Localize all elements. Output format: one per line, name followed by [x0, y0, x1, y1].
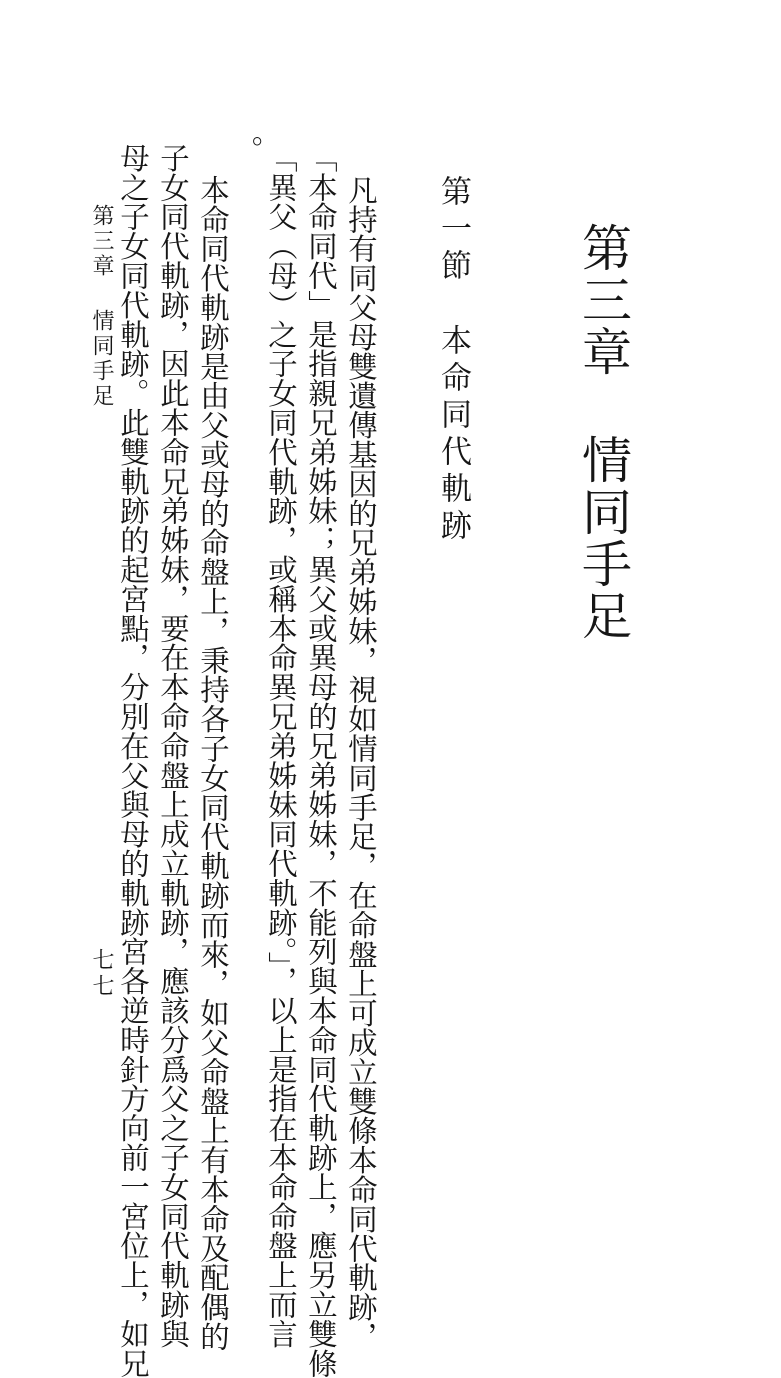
body-line-4: 。: [230, 135, 264, 165]
section-title: 本命同代軌跡: [435, 324, 471, 546]
footer-chapter: 第三章: [89, 204, 114, 279]
footer-title: 情同手足: [89, 309, 114, 409]
section-heading: [433, 175, 473, 546]
chapter-number: 第三章: [574, 222, 632, 378]
chapter-heading: [573, 222, 633, 642]
body-line-2: 「本命同代」是指親兄弟姊妹；異父或異母的兄弟姊妹，不能列與本命同代軌跡上，應另立雙條: [304, 143, 338, 1378]
body-line-7: 母之子女同代軌跡。此雙軌跡的起宮點，分別在父與母的軌跡宮各逆時針方向前一宮位上，如兄: [116, 143, 150, 1378]
page-number: 七七: [89, 948, 114, 1000]
body-line-3: 「異父（母）之子女同代軌跡，或稱本命異兄弟姊妹同代軌跡。」，以上是指在本命命盤上而言: [264, 143, 298, 1349]
body-line-5: 本命同代軌跡是由父或母的命盤上，秉持各子女同代軌跡而來，如父命盤上有本命及配偶的: [196, 175, 230, 1351]
chapter-title: 情同手足: [574, 434, 632, 642]
body-line-6: 子女同代軌跡，因此本命兄弟姊妹，要在本命命盤上成立軌跡，應該分爲父之子女同代軌跡與: [156, 143, 190, 1349]
running-footer: [87, 204, 115, 409]
section-number: 第一節: [435, 175, 471, 286]
body-line-1: 凡持有同父母雙遺傳基因的兄弟姊妹，視如情同手足，在命盤上可成立雙條本命同代軌跡，: [344, 175, 378, 1351]
